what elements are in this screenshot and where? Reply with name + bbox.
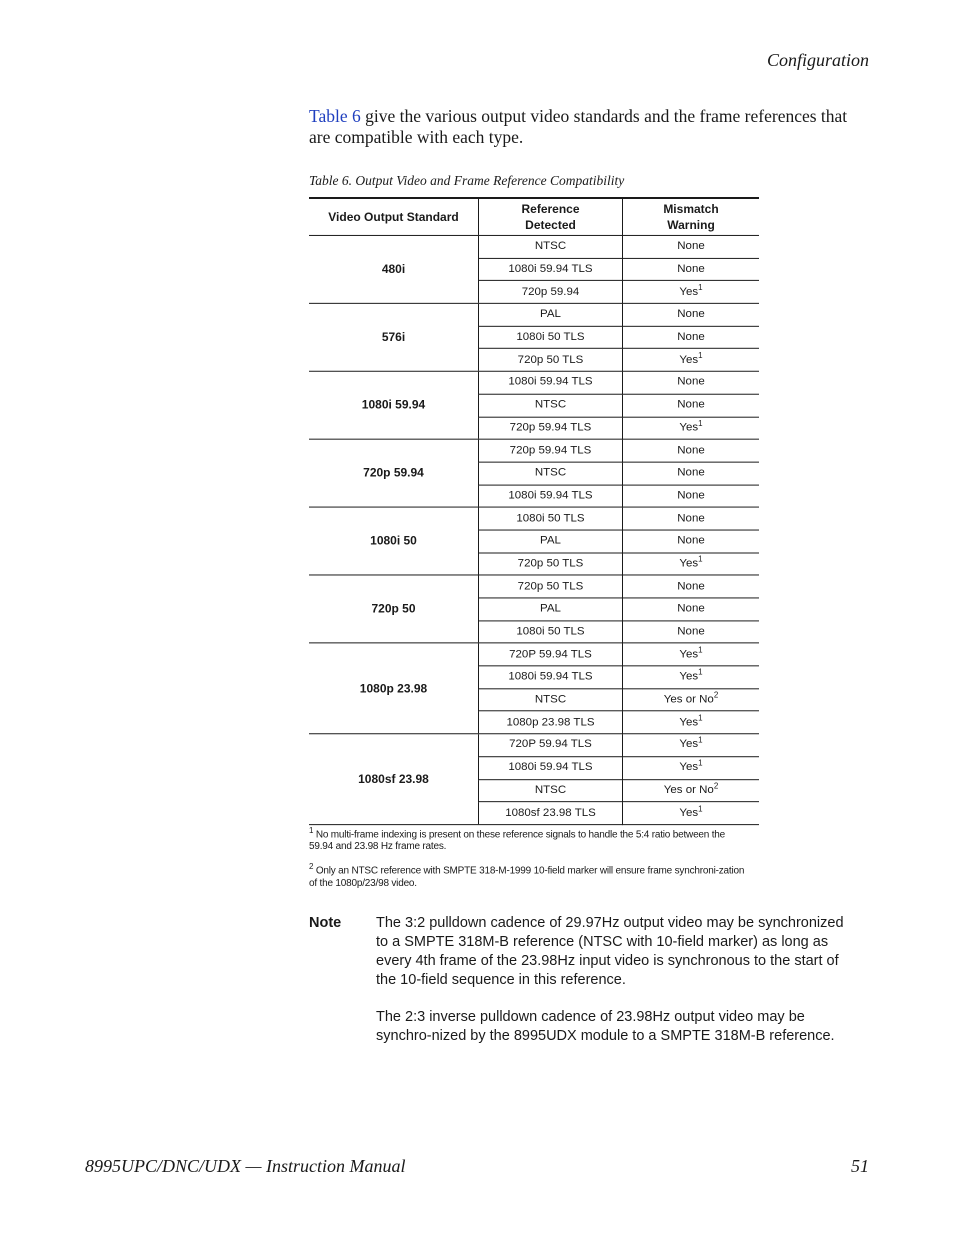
table-row [309,643,759,666]
video-standard-cell: 1080p 23.98 [309,643,479,734]
warning-text: Yes or No [663,784,714,797]
warning-cell [623,485,760,508]
footnote-marker: 1 [698,758,703,768]
reference-cell: 1080i 50 TLS [479,326,623,349]
header-mismatch-line2: Warning [667,217,715,232]
video-standard-cell: 720p 59.94 [309,439,479,507]
warning-text: Yes [679,738,699,751]
reference-cell: 1080i 59.94 TLS [479,666,623,689]
note-block [309,914,854,1064]
reference-cell: NTSC [479,235,623,258]
video-standard-cell: 1080i 50 [309,507,479,575]
footnote-marker: 1 [698,667,703,677]
table-6-link[interactable]: Table 6 [309,106,361,126]
running-header: Configuration [766,50,869,70]
footnote-marker: 1 [698,418,703,428]
reference-cell: 720P 59.94 TLS [479,643,623,666]
table-caption: Table 6. Output Video and Frame Reference Compatibility [309,173,625,188]
warning-text: Yes [679,353,699,366]
footnote [309,825,749,853]
table-header-row [309,198,759,235]
compatibility-table [309,197,759,825]
warning-text: Yes or No [663,693,714,706]
reference-cell: NTSC [479,779,623,802]
warning-text: None [677,512,705,525]
note-label: Note [309,915,342,931]
reference-cell: 1080i 59.94 TLS [479,371,623,394]
warning-text: Yes [679,806,699,819]
warning-cell [623,462,760,485]
warning-cell [623,666,760,689]
header-reference-line2: Detected [525,217,576,232]
warning-text: None [677,240,705,253]
warning-text: Yes [679,421,699,434]
warning-text: Yes [679,716,699,729]
reference-cell: PAL [479,303,623,326]
warning-text: None [677,602,705,615]
warning-cell [623,689,760,712]
footnote-marker: 1 [698,803,703,813]
footnote-number: 1 [309,826,314,835]
footer-page-number: 51 [851,1156,869,1176]
footer-manual-title: 8995UPC/DNC/UDX — Instruction Manual [85,1156,406,1176]
warning-cell [623,575,760,598]
reference-cell: 1080i 50 TLS [479,621,623,644]
warning-text: None [677,444,705,457]
warning-cell [623,371,760,394]
reference-cell: 720p 59.94 TLS [479,417,623,440]
note-paragraph: The 3:2 pulldown cadence of 29.97Hz output video may be synchronized to a SMPTE 318M-B reference (NTSC with 10-field marker) as long as every 4th frame of the 23.98Hz input video is synchronous to the start of the 10-field sequence in this reference. [376,915,844,988]
video-standard-cell: 1080sf 23.98 [309,734,479,825]
note-paragraph: The 2:3 inverse pulldown cadence of 23.98Hz output video may be synchro-nized by the 8995UDX module to a SMPTE 318M-B reference. [376,1009,835,1044]
warning-cell [623,303,760,326]
header-reference-line1: Reference [521,201,580,216]
footnote-marker: 2 [713,781,719,791]
footnote [309,861,749,889]
intro-paragraph [309,106,869,148]
warning-cell [623,643,760,666]
footnote-marker: 2 [713,690,719,700]
warning-cell [623,711,760,734]
note-body [376,914,854,1046]
reference-cell: 720p 50 TLS [479,575,623,598]
reference-cell: NTSC [479,689,623,712]
warning-cell [623,757,760,780]
footnote-number: 2 [309,862,314,872]
reference-cell: 1080i 59.94 TLS [479,485,623,508]
warning-cell [623,417,760,440]
header-reference-detected [479,198,623,235]
footnote-text: Only an NTSC reference with SMPTE 318-M-1999 10-field marker will ensure frame synchroni-zation of the 1080p/23/98 video. [309,865,745,889]
warning-text: None [677,330,705,343]
video-standard-cell: 1080i 59.94 [309,371,479,439]
warning-text: Yes [679,285,699,298]
warning-cell [623,349,760,372]
warning-text: Yes [679,761,699,774]
footnote-marker: 1 [698,350,703,360]
reference-cell: NTSC [479,394,623,417]
intro-text: give the various output video standards and the frame references that are compatible with each type. [309,106,848,147]
reference-cell: 720p 59.94 TLS [479,439,623,462]
footnote-marker: 1 [698,645,703,655]
warning-cell [623,507,760,530]
reference-cell: 720p 50 TLS [479,553,623,576]
footnote-text: No multi-frame indexing is present on these reference signals to handle the 5:4 ratio between the 59.94 and 23.98 Hz frame rates. [309,829,726,853]
warning-cell [623,734,760,757]
table-row [309,507,759,530]
reference-cell: PAL [479,598,623,621]
reference-cell: NTSC [479,462,623,485]
table-row [309,235,759,258]
footnote-marker: 1 [698,713,703,723]
warning-cell [623,779,760,802]
warning-cell [623,394,760,417]
warning-cell [623,235,760,258]
footnote-marker: 1 [698,735,703,745]
reference-cell: 1080i 50 TLS [479,507,623,530]
warning-text: None [677,580,705,593]
footnote-marker: 1 [698,282,703,292]
video-standard-cell: 480i [309,235,479,303]
reference-cell: 720p 59.94 [479,281,623,304]
warning-cell [623,439,760,462]
warning-text: Yes [679,648,699,661]
header-mismatch-warning [623,198,760,235]
warning-text: Yes [679,557,699,570]
warning-cell [623,281,760,304]
table-row [309,439,759,462]
warning-text: None [677,489,705,502]
reference-cell: 1080sf 23.98 TLS [479,802,623,825]
warning-cell [623,258,760,281]
header-mismatch-line1: Mismatch [663,201,719,216]
warning-cell [623,553,760,576]
table-row [309,734,759,757]
warning-text: None [677,398,705,411]
reference-cell: 1080i 59.94 TLS [479,258,623,281]
warning-cell [623,802,760,825]
reference-cell: 1080p 23.98 TLS [479,711,623,734]
warning-text: Yes [679,670,699,683]
warning-text: None [677,308,705,321]
reference-cell: 720p 50 TLS [479,349,623,372]
table-row [309,371,759,394]
warning-cell [623,598,760,621]
warning-text: None [677,625,705,638]
reference-cell: 720P 59.94 TLS [479,734,623,757]
warning-cell [623,621,760,644]
table-row [309,303,759,326]
table-row [309,575,759,598]
warning-text: None [677,262,705,275]
warning-text: None [677,466,705,479]
video-standard-cell: 576i [309,303,479,371]
video-standard-cell: 720p 50 [309,575,479,643]
table-footnotes [309,825,749,898]
footnote-marker: 1 [698,554,703,564]
warning-cell [623,530,760,553]
warning-cell [623,326,760,349]
reference-cell: 1080i 59.94 TLS [479,757,623,780]
reference-cell: PAL [479,530,623,553]
header-video-output-standard: Video Output Standard [309,198,479,235]
warning-text: None [677,534,705,547]
warning-text: None [677,376,705,389]
